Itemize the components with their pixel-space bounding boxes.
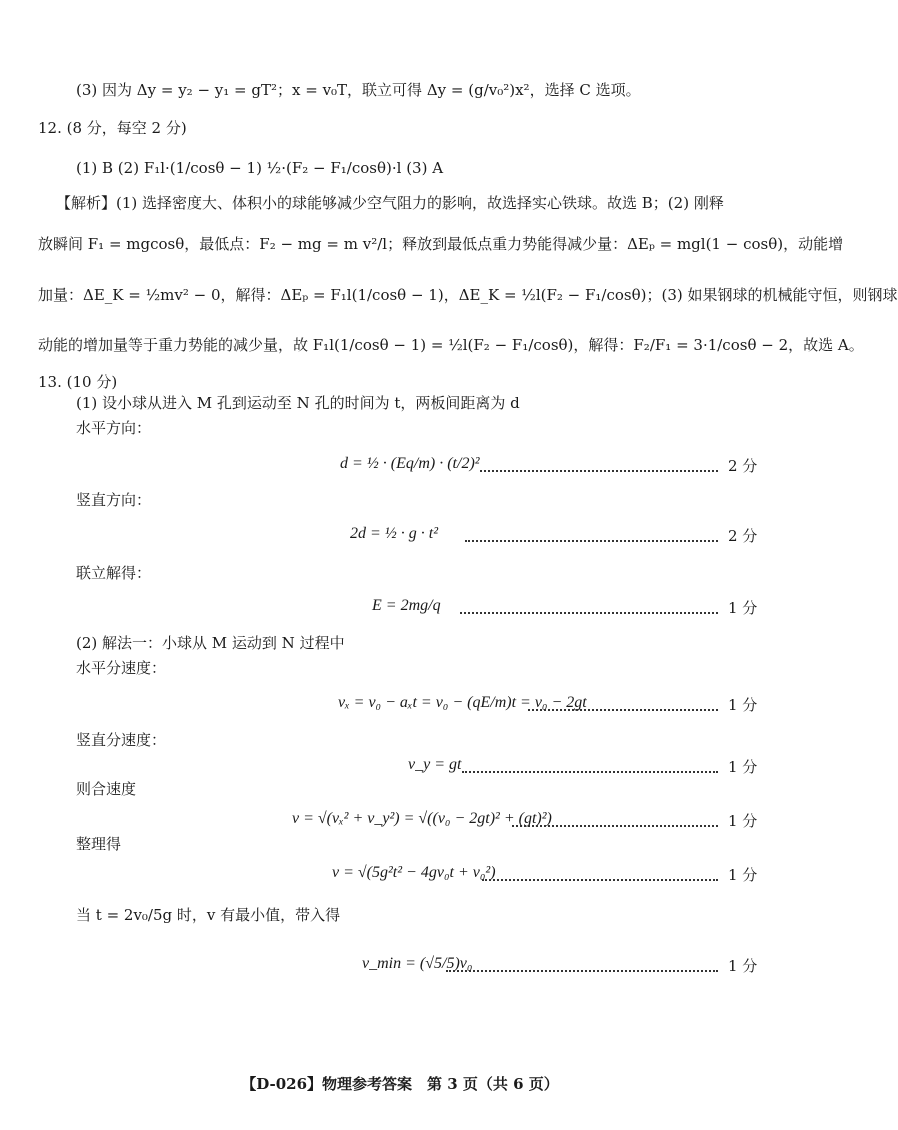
equation-vertical-velocity: v_y = gt <box>408 756 462 773</box>
q12-heading: 12. (8 分，每空 2 分) <box>38 119 187 137</box>
q13-part1-setup: (1) 设小球从进入 M 孔到运动至 N 孔的时间为 t，两板间距离为 d <box>76 394 520 412</box>
equation-simplified-velocity: v = √(5g²t² − 4gv₀t + v₀²) <box>332 864 496 881</box>
dot-leader <box>446 970 718 972</box>
dot-leader <box>462 771 718 773</box>
q12-analysis-line-1: 【解析】(1) 选择密度大、体积小的球能够减少空气阻力的影响，故选择实心铁球。故选 B；(2) 刚释 <box>56 194 724 212</box>
page-footer: 【D-026】物理参考答案 第 3 页（共 6 页） <box>241 1075 559 1093</box>
q13-heading: 13. (10 分) <box>38 373 118 391</box>
label-solve-jointly: 联立解得： <box>76 564 152 582</box>
label-vertical-velocity: 竖直分速度： <box>76 731 167 749</box>
label-simplify: 整理得 <box>76 835 122 853</box>
dot-leader <box>460 612 718 614</box>
dot-leader <box>482 879 718 881</box>
score-2: 2 分 <box>728 527 758 545</box>
q13-part2-method1: (2) 解法一：小球从 M 运动到 N 过程中 <box>76 634 345 652</box>
q12-analysis-line-3: 加量：ΔE_K = ½mv² − 0，解得：ΔEₚ = F₁l(1/cosθ − 1)，ΔE_K = ½l(F₂ − F₁/cosθ)；(3) 如果钢球的机械能守恒，则钢球 <box>38 286 898 304</box>
q12-analysis-line-4: 动能的增加量等于重力势能的减少量，故 F₁l(1/cosθ − 1) = ½l(F₂ − F₁/cosθ)，解得：F₂/F₁ = 3·1/cosθ − 2，故选 A。 <box>38 336 864 354</box>
equation-vertical-displacement: 2d = ½ · g · t² <box>350 525 439 542</box>
equation-horizontal-displacement: d = ½ · (Eq/m) · (t/2)² <box>340 455 480 472</box>
q11-part3-text: (3) 因为 Δy = y₂ − y₁ = gT²；x = v₀T，联立可得 Δy = (g/v₀²)x²，选择 C 选项。 <box>76 81 641 99</box>
minimum-condition-text: 当 t = 2v₀/5g 时，v 有最小值，带入得 <box>76 906 341 924</box>
score-1: 2 分 <box>728 457 758 475</box>
label-horizontal: 水平方向： <box>76 419 152 437</box>
equation-resultant-velocity: v = √(vₓ² + v_y²) = √((v₀ − 2gt)² + (gt)²) <box>292 810 552 827</box>
equation-field-strength: E = 2mg/q <box>372 597 441 614</box>
equation-horizontal-velocity: vₓ = v₀ − aₓt = v₀ − (qE/m)t = v₀ − 2gt <box>338 694 587 711</box>
score-5: 1 分 <box>728 758 758 776</box>
score-8: 1 分 <box>728 957 758 975</box>
q12-analysis-line-2: 放瞬间 F₁ = mgcosθ，最低点：F₂ − mg = m v²/l；释放到最低点重力势能得减少量：ΔEₚ = mgl(1 − cosθ)，动能增 <box>38 235 844 253</box>
dot-leader <box>512 825 718 827</box>
label-horizontal-velocity: 水平分速度： <box>76 659 167 677</box>
score-7: 1 分 <box>728 866 758 884</box>
label-resultant-velocity: 则合速度 <box>76 780 137 798</box>
dot-leader <box>528 709 718 711</box>
score-3: 1 分 <box>728 599 758 617</box>
score-6: 1 分 <box>728 812 758 830</box>
dot-leader <box>480 470 718 472</box>
score-4: 1 分 <box>728 696 758 714</box>
equation-minimum-velocity: v_min = (√5/5)v₀ <box>362 955 473 972</box>
q12-answers: (1) B (2) F₁l·(1/cosθ − 1) ½·(F₂ − F₁/cosθ)·l (3) A <box>76 159 444 177</box>
label-vertical: 竖直方向： <box>76 491 152 509</box>
dot-leader <box>465 540 718 542</box>
